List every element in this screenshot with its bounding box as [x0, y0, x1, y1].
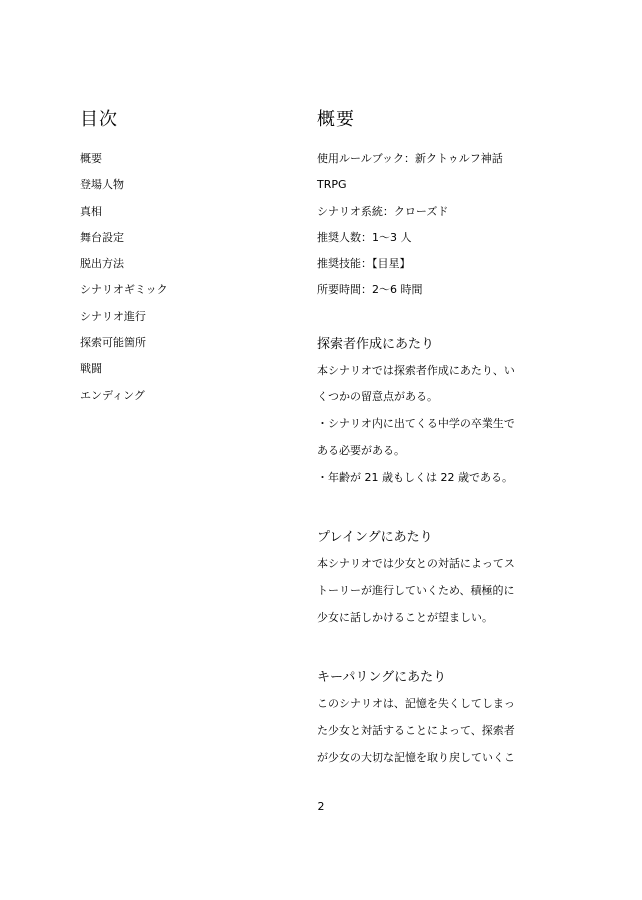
toc-item-escape: 脱出方法	[80, 257, 124, 271]
toc-item-characters: 登場人物	[80, 178, 124, 192]
section-body-keeper	[317, 691, 547, 771]
toc-item-combat: 戦闘	[80, 362, 102, 376]
toc-item-ending: エンディング	[80, 388, 145, 402]
paragraph-line: 本シナリオでは少女との対話によってス	[317, 557, 515, 571]
page-number: 2	[317, 800, 325, 813]
paragraph-line: トーリーが進行していくため、積極的に	[317, 584, 515, 597]
overview-column	[317, 108, 547, 772]
overview-duration: 所要時間：2～6 時間	[317, 283, 423, 297]
paragraph-line: ・シナリオ内に出てくる中学の卒業生で	[317, 417, 515, 431]
paragraph-line: た少女と対話することによって、探索者	[317, 724, 515, 738]
toc-title: 目次	[80, 109, 118, 130]
section-body-investigator	[317, 358, 547, 492]
toc-item-progression: シナリオ進行	[80, 309, 146, 323]
paragraph-line: 少女に話しかけることが望ましい。	[317, 610, 493, 624]
section-heading-keeper: キーパリングにあたり	[317, 670, 447, 686]
overview-rulebook: 使用ルールブック：新クトゥルフ神話	[317, 152, 503, 165]
section-heading-playing: プレイングにあたり	[317, 530, 433, 546]
toc-item-overview: 概要	[80, 152, 102, 165]
section-body-playing	[317, 551, 547, 631]
overview-rulebook-cont: TRPG	[317, 178, 347, 192]
paragraph-line: くつかの留意点がある。	[317, 390, 438, 404]
section-heading-investigator: 探索者作成にあたり	[317, 336, 435, 352]
overview-skills: 推奨技能：【目星】	[317, 257, 411, 271]
table-of-contents	[80, 108, 280, 409]
paragraph-line: このシナリオは、記憶を失くしてしまっ	[317, 697, 515, 711]
paragraph-line: ・年齢が 21 歳もしくは 22 歳である。	[317, 470, 513, 484]
toc-item-explorable: 探索可能箇所	[80, 336, 146, 350]
paragraph-line: 本シナリオでは探索者作成にあたり、い	[317, 363, 515, 377]
toc-list	[80, 146, 280, 409]
paragraph-line: が少女の大切な記憶を取り戻していくこ	[317, 750, 515, 764]
toc-item-gimmick: シナリオギミック	[80, 283, 168, 297]
toc-item-setting: 舞台設定	[80, 230, 124, 244]
overview-scenario-type: シナリオ系統：クローズド	[317, 204, 449, 218]
overview-players: 推奨人数：1～3 人	[317, 230, 412, 244]
toc-item-truth: 真相	[80, 204, 102, 218]
overview-title: 概要	[317, 109, 355, 130]
paragraph-line: ある必要がある。	[317, 443, 405, 457]
